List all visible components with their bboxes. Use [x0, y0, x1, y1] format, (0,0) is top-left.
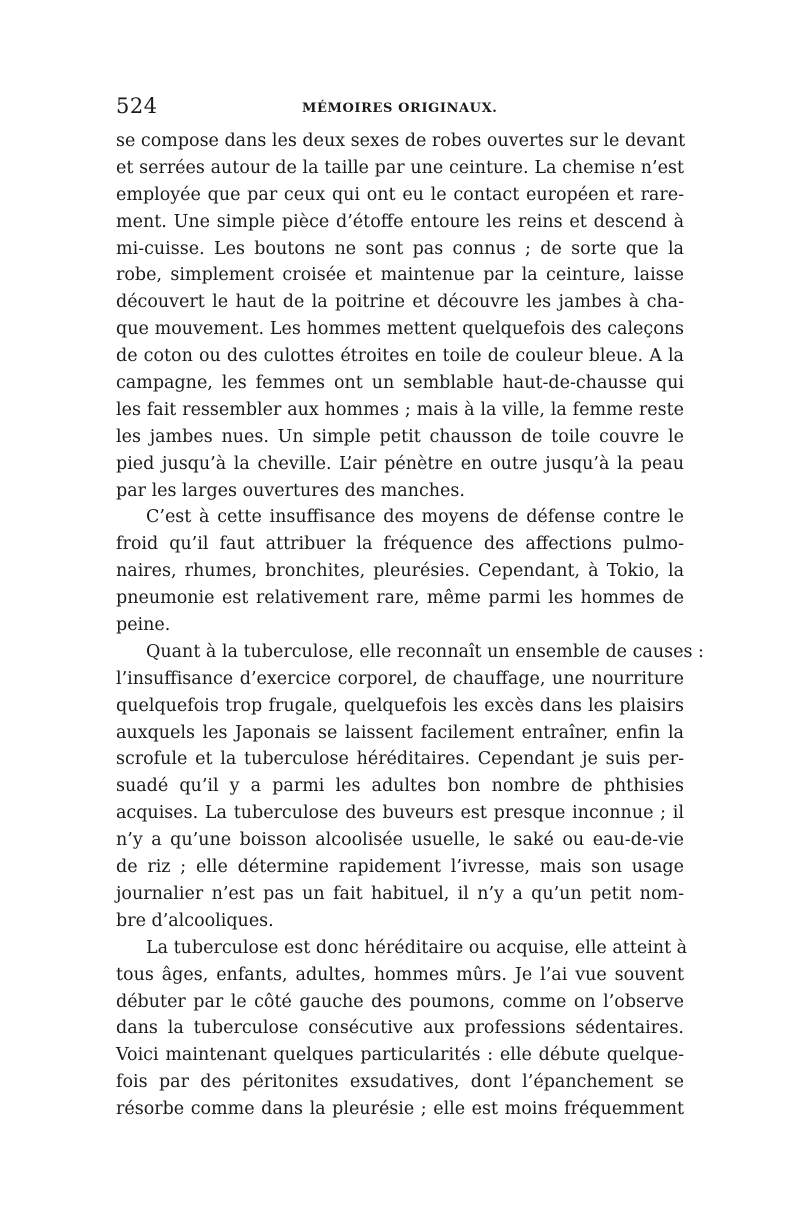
text-line: tous âges, enfants, adultes, hommes mûrs. Je l’ai vue souvent	[116, 964, 684, 985]
text-line: découvert le haut de la poitrine et découvre les jambes à cha-	[116, 292, 684, 313]
text-line: scrofule et la tuberculose héréditaires. Cependant je suis per-	[116, 749, 684, 770]
text-line: les fait ressembler aux hommes ; mais à la ville, la femme reste	[116, 399, 684, 420]
text-line: suadé qu’il y a parmi les adultes bon nombre de phthisies	[116, 776, 684, 797]
text-line: débuter par le côté gauche des poumons, comme on l’observe	[116, 991, 684, 1012]
text-line: employée que par ceux qui ont eu le contact européen et rare-	[116, 184, 684, 205]
text-line: l’insuffisance d’exercice corporel, de chauffage, une nourriture	[116, 668, 684, 689]
body-text	[116, 128, 704, 1123]
text-line: ment. Une simple pièce d’étoffe entoure les reins et descend à	[116, 211, 684, 232]
text-line: bre d’alcooliques.	[116, 910, 274, 931]
page-number: 524	[116, 94, 158, 118]
text-line: journalier n’est pas un fait habituel, il n’y a qu’un petit nom-	[116, 883, 684, 904]
text-line: par les larges ouvertures des manches.	[116, 480, 465, 501]
text-line: de riz ; elle détermine rapidement l’ivresse, mais son usage	[116, 857, 684, 878]
text-line: mi-cuisse. Les boutons ne sont pas connus ; de sorte que la	[116, 238, 684, 259]
text-line: de coton ou des culottes étroites en toile de couleur bleue. A la	[116, 346, 684, 367]
text-line: se compose dans les deux sexes de robes ouvertes sur le devant	[116, 131, 686, 151]
text-line: quelquefois trop frugale, quelquefois les excès dans les plaisirs	[116, 695, 684, 716]
page-header	[116, 94, 684, 124]
text-line: acquises. La tuberculose des buveurs est presque inconnue ; il	[116, 803, 684, 824]
text-line: les jambes nues. Un simple petit chausson de toile couvre le	[116, 426, 684, 447]
text-line: Voici maintenant quelques particularités : elle débute quelque-	[116, 1045, 684, 1066]
text-line: campagne, les femmes ont un semblable haut-de-chausse qui	[116, 373, 684, 394]
text-line: C’est à cette insuffisance des moyens de défense contre le	[146, 507, 684, 528]
text-line: pied jusqu’à la cheville. L’air pénètre en outre jusqu’à la peau	[116, 453, 684, 474]
text-line: résorbe comme dans la pleurésie ; elle est moins fréquemment	[116, 1099, 684, 1120]
text-line: auxquels les Japonais se laissent facilement entraîner, enfin la	[116, 722, 684, 743]
text-line: Quant à la tuberculose, elle reconnaît un ensemble de causes :	[146, 641, 704, 662]
text-line: que mouvement. Les hommes mettent quelquefois des caleçons	[116, 319, 684, 340]
running-title: MÉMOIRES ORIGINAUX.	[302, 101, 498, 116]
text-line: robe, simplement croisée et maintenue par la ceinture, laisse	[116, 265, 684, 286]
text-line: naires, rhumes, bronchites, pleurésies. Cependant, à Tokio, la	[116, 561, 684, 582]
text-line: pneumonie est relativement rare, même parmi les hommes de	[116, 588, 684, 609]
text-line: dans la tuberculose consécutive aux professions sédentaires.	[116, 1018, 684, 1039]
text-line: et serrées autour de la taille par une ceinture. La chemise n’est	[116, 157, 684, 178]
text-line: La tuberculose est donc héréditaire ou acquise, elle atteint à	[146, 937, 688, 958]
text-line: froid qu’il faut attribuer la fréquence des affections pulmo-	[116, 534, 684, 555]
text-line: peine.	[116, 615, 171, 636]
text-line: fois par des péritonites exsudatives, dont l’épanchement se	[116, 1072, 684, 1093]
text-line: n’y a qu’une boisson alcoolisée usuelle, le saké ou eau-de-vie	[116, 830, 684, 851]
